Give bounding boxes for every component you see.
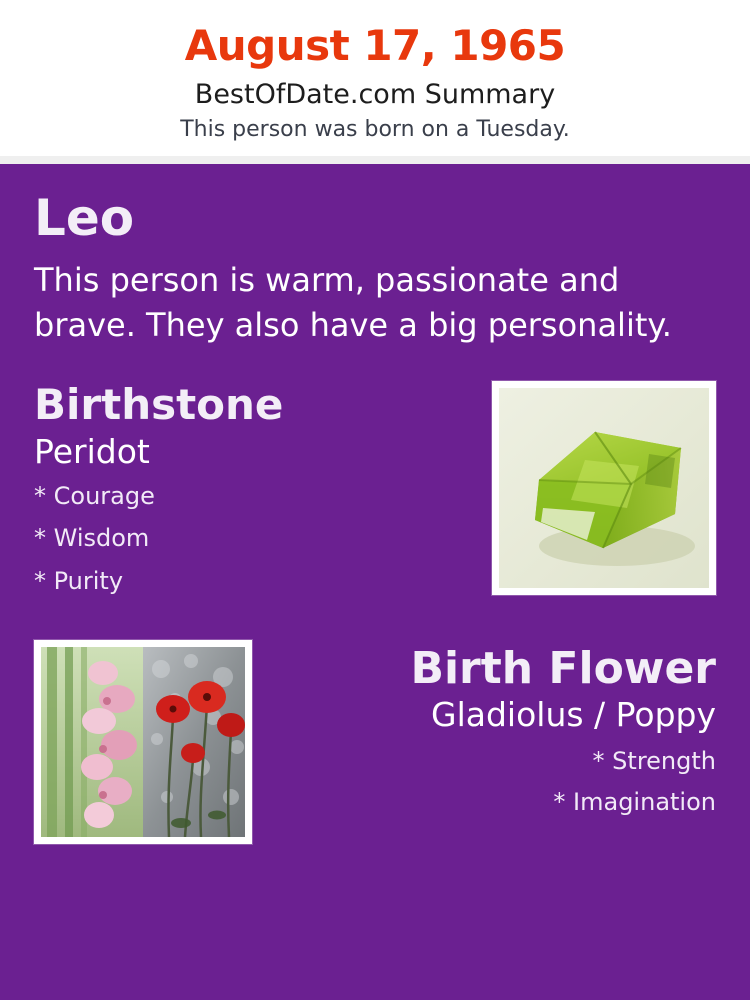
born-day-note: This person was born on a Tuesday. bbox=[180, 116, 570, 142]
birthstone-text bbox=[34, 381, 283, 610]
site-summary-label: BestOfDate.com Summary bbox=[194, 79, 556, 111]
zodiac-sign-title: Leo bbox=[34, 188, 135, 247]
details-panel bbox=[0, 164, 750, 1000]
page-title: August 17, 1965 bbox=[184, 21, 566, 70]
birthstone-trait: * Purity bbox=[34, 566, 124, 595]
birthstone-trait: * Courage bbox=[34, 481, 155, 510]
birth-flower-name: Gladiolus / Poppy bbox=[431, 695, 716, 735]
birth-flower-text bbox=[274, 640, 716, 829]
birthstone-name: Peridot bbox=[34, 431, 150, 471]
birth-flower-trait: * Imagination bbox=[553, 787, 716, 816]
peridot-gemstone-photo bbox=[499, 388, 709, 588]
birth-flower-photo-frame bbox=[34, 640, 252, 844]
birthstone-trait: * Wisdom bbox=[34, 524, 150, 553]
zodiac-description: This person is warm, passionate and brave. They also have a big personality. bbox=[34, 261, 672, 344]
birth-flower-title: Birth Flower bbox=[410, 642, 716, 694]
header-divider bbox=[0, 156, 750, 164]
card-header bbox=[0, 0, 750, 156]
birth-flower-section bbox=[34, 640, 716, 844]
birth-flower-trait: * Strength bbox=[592, 747, 716, 776]
birthstone-title: Birthstone bbox=[34, 379, 284, 429]
birthstone-section bbox=[34, 381, 716, 610]
birthstone-photo-frame bbox=[492, 381, 716, 595]
gladiolus-poppy-photo bbox=[41, 647, 245, 837]
